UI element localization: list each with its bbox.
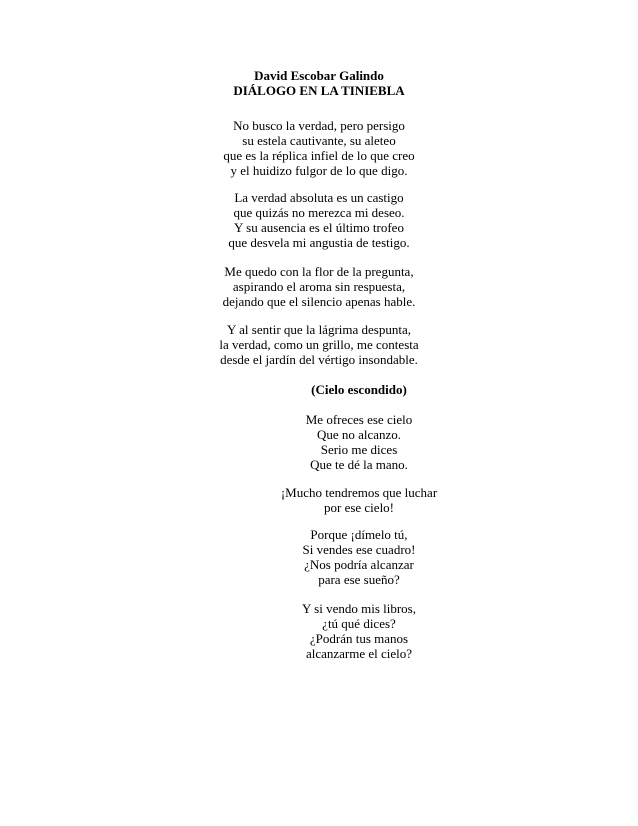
verse-line: ¿tú qué dices? (322, 616, 396, 631)
verse-line: para ese sueño? (318, 572, 400, 587)
verse-line: dejando que el silencio apenas hable. (222, 294, 416, 309)
verse-line: que desvela mi angustia de testigo. (228, 235, 410, 250)
stanza (0, 190, 638, 250)
subtitle-block (40, 382, 638, 397)
stanza (40, 601, 638, 661)
stanza (40, 412, 638, 472)
verse-line: ¡Mucho tendremos que luchar (280, 485, 438, 500)
verse-line: y el huidizo fulgor de lo que digo. (230, 163, 408, 178)
verse-line: Y si vendo mis libros, (302, 601, 416, 616)
stanza (40, 527, 638, 587)
verse-line: Que no alcanzo. (316, 427, 402, 442)
stanza (0, 264, 638, 309)
poem-title: DIÁLOGO EN LA TINIEBLA (233, 83, 405, 98)
stanza (0, 322, 638, 367)
verse-line: su estela cautivante, su aleteo (242, 133, 396, 148)
verse-line: Y al sentir que la lágrima despunta, (227, 322, 411, 337)
verse-line: Que te dé la mano. (310, 457, 408, 472)
stanza (0, 118, 638, 178)
verse-line: que quizás no merezca mi deseo. (233, 205, 405, 220)
author-name: David Escobar Galindo (254, 68, 384, 83)
poem-subtitle: (Cielo escondido) (311, 382, 407, 397)
poem-header (0, 68, 638, 98)
verse-line: Serio me dices (320, 442, 398, 457)
stanza (40, 485, 638, 515)
verse-line: Me ofreces ese cielo (305, 412, 413, 427)
verse-line: la verdad, como un grillo, me contesta (219, 337, 419, 352)
verse-line: Y su ausencia es el último trofeo (234, 220, 404, 235)
verse-line: Me quedo con la flor de la pregunta, (224, 264, 414, 279)
verse-line: que es la réplica infiel de lo que creo (223, 148, 415, 163)
verse-line: La verdad absoluta es un castigo (234, 190, 404, 205)
verse-line: Si vendes ese cuadro! (302, 542, 416, 557)
verse-line: desde el jardín del vértigo insondable. (220, 352, 418, 367)
verse-line: Porque ¡dímelo tú, (310, 527, 408, 542)
verse-line: No busco la verdad, pero persigo (233, 118, 405, 133)
verse-line: ¿Podrán tus manos (309, 631, 409, 646)
verse-line: ¿Nos podría alcanzar (304, 557, 414, 572)
verse-line: alcanzarme el cielo? (305, 646, 413, 661)
verse-line: aspirando el aroma sin respuesta, (232, 279, 406, 294)
verse-line: por ese cielo! (323, 500, 395, 515)
